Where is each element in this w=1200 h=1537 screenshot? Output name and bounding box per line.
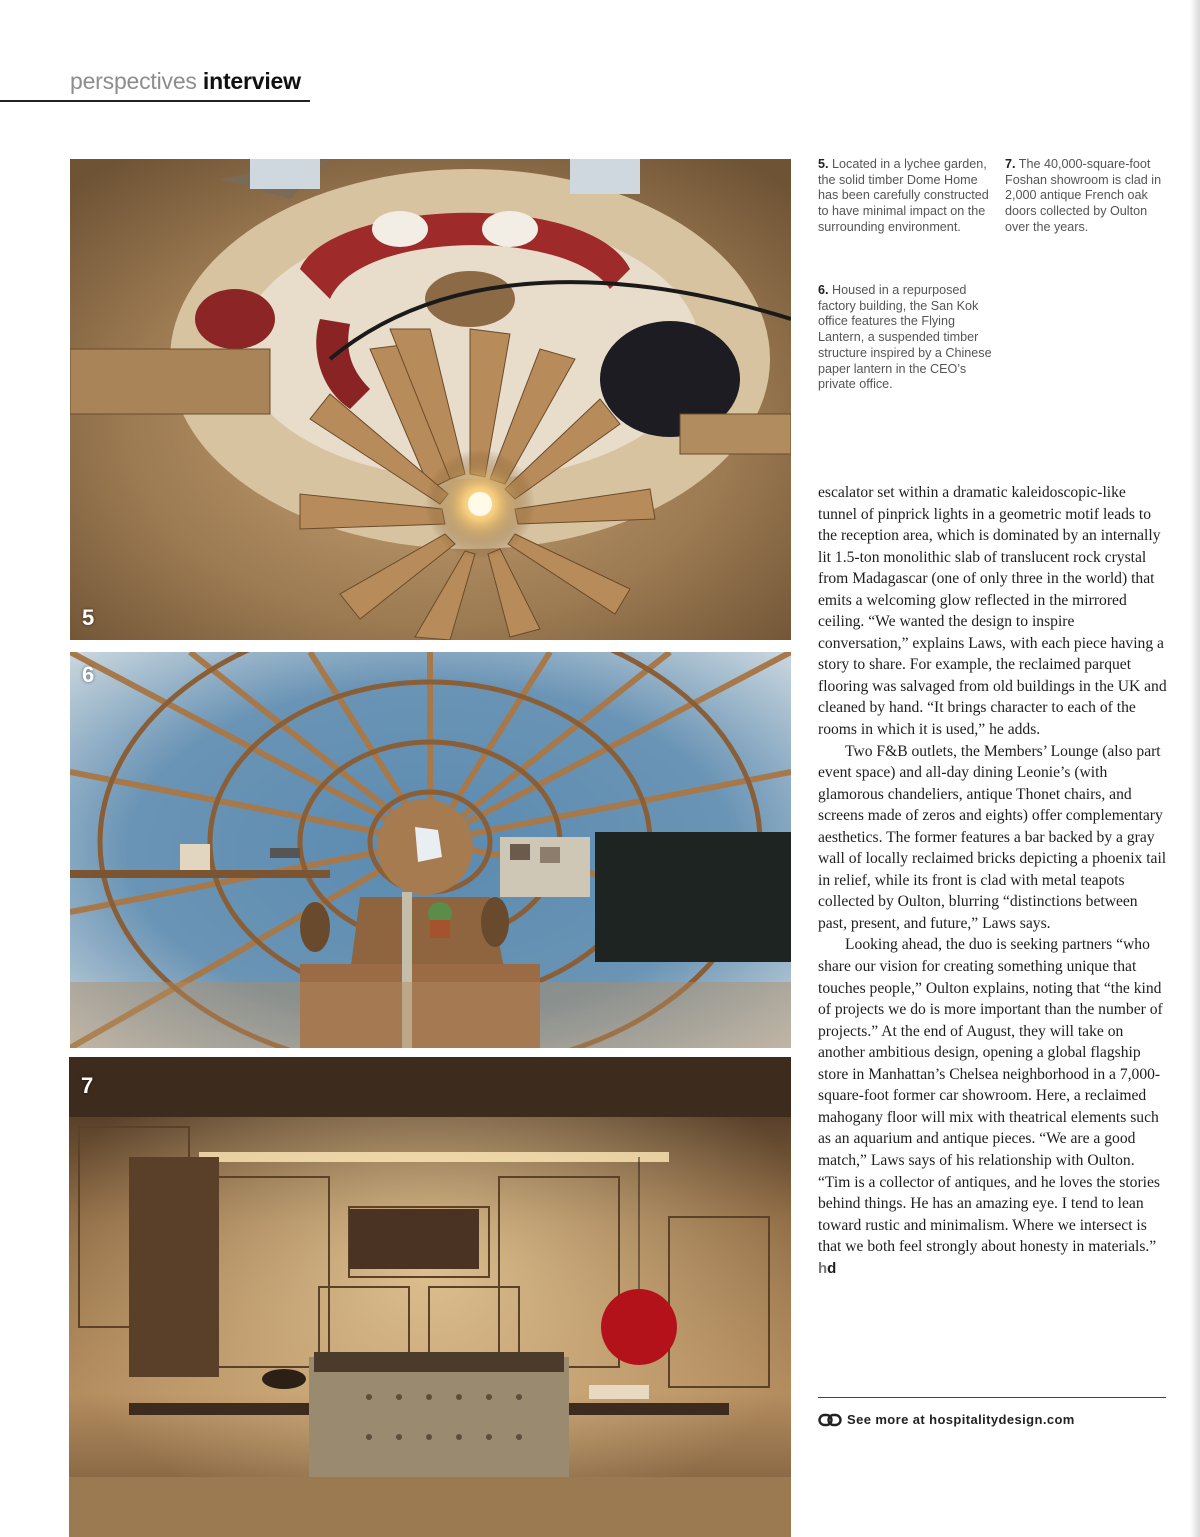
- photo-dome-home: [70, 159, 791, 640]
- see-more-text: See more at hospitalitydesign.com: [847, 1412, 1075, 1427]
- flying-lantern-image: [70, 652, 791, 1048]
- header-rule: [0, 100, 310, 102]
- article-body: [818, 482, 1168, 1279]
- caption-6: [818, 283, 993, 393]
- article-paragraph-3-text: Looking ahead, the duo is seeking partners “who share our vision for creating something unique that touches people,” Oulton explains, noting that “the kind of projects we do is more important than the number of projects.” At the end of August, they will take on another ambitious design, opening a global flagship store in Manhattan’s Chelsea neighborhood in a 7,000-square-foot former car showroom. Here, a reclaimed mahogany floor will mix with theatrical elements such as an aquarium and antique pieces. “We are a good match,” Laws says of his relationship with Oulton. “Tim is a collector of antiques, and he loves the stories behind things. He has an amazing eye. I tend to lean toward rustic and minimalism. Where we intersect is that we both feel strongly about honesty in materials.”: [818, 936, 1163, 1256]
- end-signature: [818, 1260, 836, 1277]
- caption-6-text: Housed in a repurposed factory building, the San Kok office features the Flying Lantern, a suspended timber structure inspired by a Chinese paper lantern in the CEO’s private office.: [818, 283, 992, 392]
- caption-5-text: Located in a lychee garden, the solid timber Dome Home has been carefully constructed to have minimal impact on the surrounding environment.: [818, 157, 989, 234]
- caption-7-text: The 40,000-square-foot Foshan showroom is clad in 2,000 antique French oak doors collected by Oulton over the years.: [1005, 157, 1162, 234]
- caption-7-number: 7.: [1005, 157, 1016, 171]
- photo-flying-lantern: [70, 652, 791, 1048]
- photo-number-5: 5: [82, 605, 95, 630]
- photo-foshan-showroom: [69, 1057, 791, 1537]
- signature-h: h: [818, 1259, 828, 1277]
- signature-d: d: [827, 1259, 837, 1277]
- article-paragraph-3: [818, 934, 1168, 1279]
- dome-home-image: [70, 159, 791, 640]
- caption-5-number: 5.: [818, 157, 829, 171]
- section-label: perspectives: [70, 68, 197, 94]
- photo-number-6: 6: [82, 662, 95, 687]
- foshan-showroom-image: [69, 1057, 791, 1537]
- article-paragraph-2: Two F&B outlets, the Members’ Lounge (also part event space) and all-day dining Leonie’s (with glamorous chandeliers, antique Thonet chairs, and screens made of zeros and eights) offer complementary aesthetics. The former features a bar backed by a gray wall of locally reclaimed bricks depicting a phoenix tail in relief, while its front is clad with metal teapots collected by Oulton, blurring “distinctions between past, present, and future,” Laws says.: [818, 742, 1167, 932]
- article-end-rule: [818, 1397, 1166, 1398]
- see-more-link[interactable]: [818, 1412, 1075, 1427]
- link-icon: [818, 1413, 842, 1427]
- caption-5: [818, 157, 993, 236]
- page-edge-shadow: [1190, 0, 1200, 1537]
- article-paragraph-1: escalator set within a dramatic kaleidoscopic-like tunnel of pinprick lights in a geometric motif leads to the reception area, which is dominated by an internally lit 1.5-ton monolithic slab of translucent rock crystal from Madagascar (one of only three in the world) that emits a welcoming glow reflected in the mirrored ceiling. “We wanted the design to inspire conversation,” explains Laws, with each piece having a story to share. For example, the reclaimed parquet flooring was salvaged from old buildings in the UK and cleaned by hand. “It brings character to each of the rooms in which it is used,” he adds.: [818, 484, 1167, 739]
- section-header: [70, 68, 301, 95]
- caption-6-number: 6.: [818, 283, 829, 297]
- section-title: interview: [202, 68, 301, 94]
- caption-7: [1005, 157, 1175, 236]
- photo-number-7: 7: [81, 1073, 94, 1098]
